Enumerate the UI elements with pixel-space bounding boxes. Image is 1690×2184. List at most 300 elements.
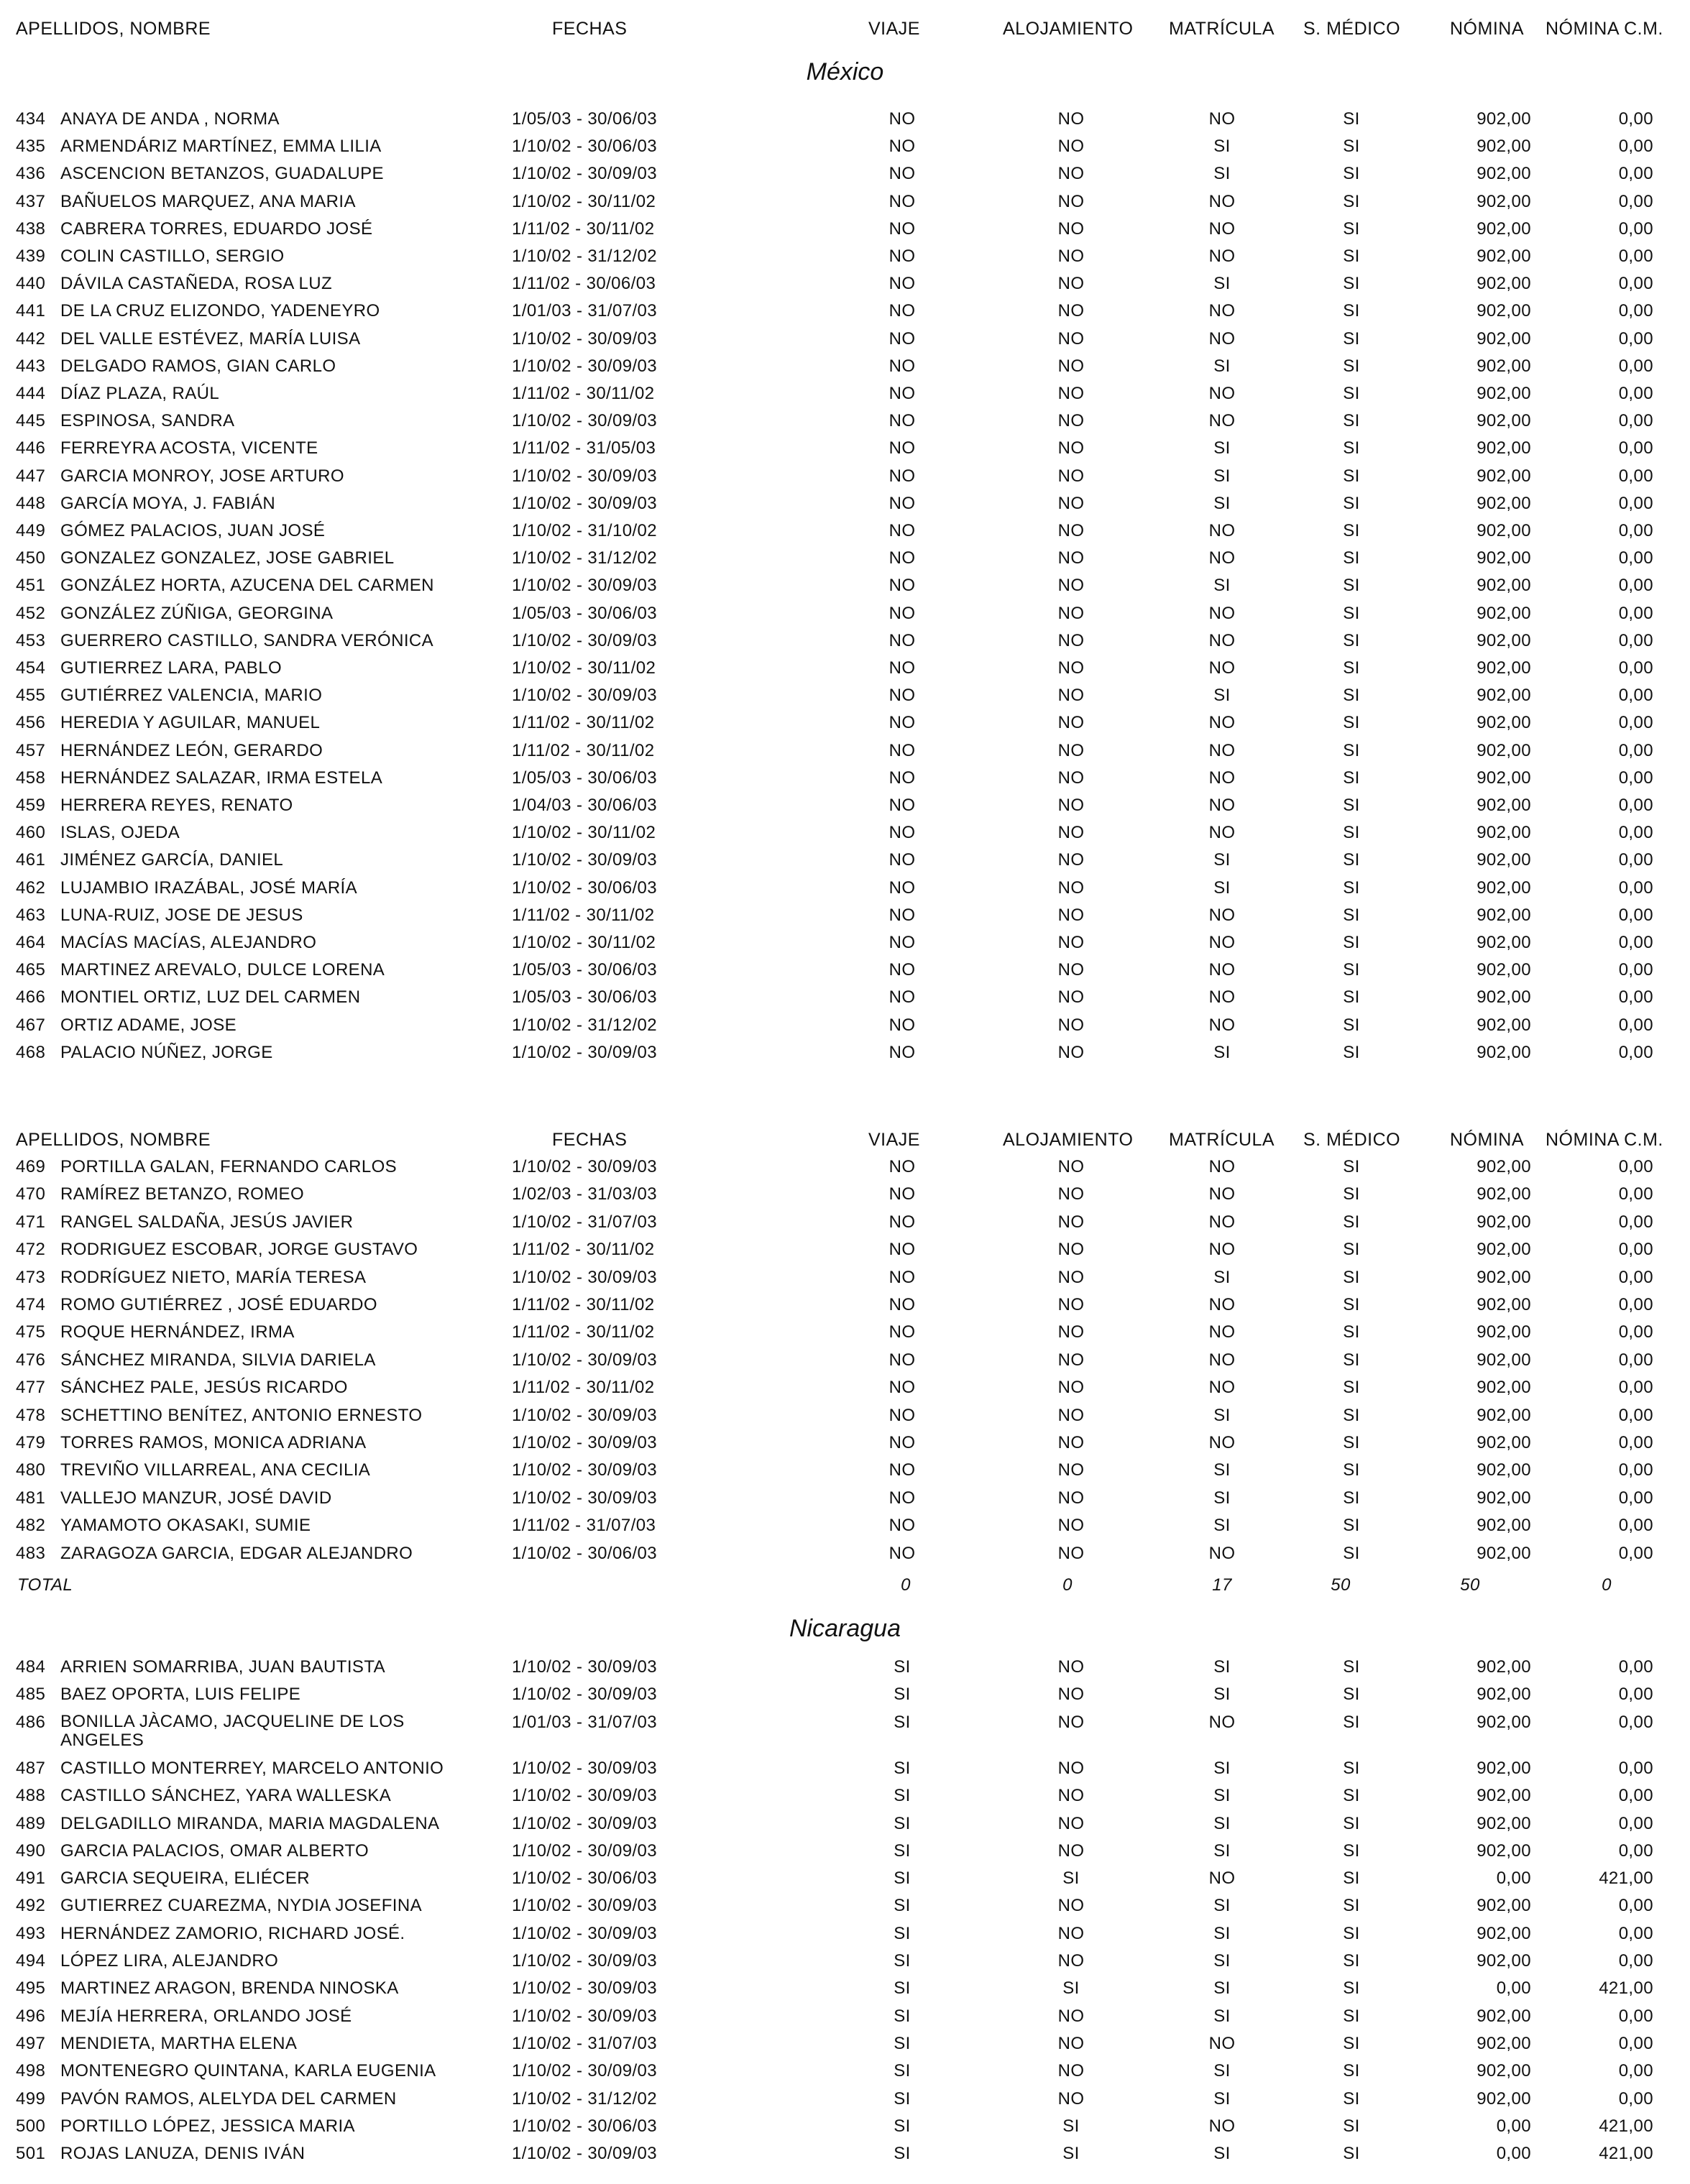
row-smedico: SI <box>1343 905 1360 925</box>
table-row <box>0 1544 1690 1571</box>
row-number: 468 <box>16 1042 46 1062</box>
row-dates: 1/11/02 - 30/11/02 <box>512 740 655 760</box>
row-smedico: SI <box>1343 2033 1360 2053</box>
row-nominacm: 0,00 <box>1618 905 1653 925</box>
row-number: 450 <box>16 548 46 568</box>
row-nominacm: 421,00 <box>1599 2144 1653 2164</box>
table-row <box>0 384 1690 411</box>
table-header-repeat <box>0 1130 1690 1158</box>
table-row <box>0 2034 1690 2061</box>
row-alojamiento: NO <box>1057 686 1085 706</box>
table-row <box>0 1015 1690 1043</box>
row-matricula: NO <box>1208 823 1236 843</box>
total-matricula: 17 <box>1212 1575 1232 1595</box>
row-alojamiento: NO <box>1057 548 1085 568</box>
row-dates: 1/11/02 - 30/11/02 <box>512 713 655 733</box>
row-smedico: SI <box>1343 164 1360 184</box>
row-alojamiento: NO <box>1057 987 1085 1008</box>
row-matricula: NO <box>1208 328 1236 349</box>
table-row <box>0 1841 1690 1869</box>
row-dates: 1/10/02 - 30/09/03 <box>512 1978 658 1999</box>
row-alojamiento: NO <box>1057 1015 1085 1035</box>
table-row <box>0 164 1690 191</box>
row-nomina: 902,00 <box>1477 1758 1531 1778</box>
row-dates: 1/11/02 - 31/05/03 <box>512 438 656 459</box>
row-number: 458 <box>16 768 46 788</box>
row-smedico: SI <box>1343 1433 1360 1452</box>
table-row <box>0 2061 1690 2088</box>
row-viaje: NO <box>888 191 916 211</box>
row-matricula: NO <box>1208 768 1236 788</box>
row-dates: 1/10/02 - 31/12/02 <box>512 548 658 568</box>
row-alojamiento: NO <box>1057 905 1085 925</box>
row-number: 444 <box>16 384 46 403</box>
row-viaje: NO <box>888 877 916 898</box>
row-number: 499 <box>16 2088 46 2109</box>
row-alojamiento: NO <box>1057 1685 1085 1705</box>
row-nomina: 902,00 <box>1477 686 1531 706</box>
row-dates: 1/10/02 - 30/11/02 <box>512 823 656 843</box>
row-number: 493 <box>16 1923 46 1943</box>
table-row <box>0 658 1690 686</box>
row-alojamiento: NO <box>1057 1378 1085 1398</box>
row-viaje: NO <box>888 630 916 650</box>
row-viaje: NO <box>888 493 916 513</box>
row-nominacm: 0,00 <box>1618 1405 1653 1425</box>
row-viaje: SI <box>894 1758 911 1778</box>
table-header <box>0 19 1690 47</box>
row-nomina: 902,00 <box>1477 384 1531 403</box>
row-smedico: SI <box>1343 933 1360 952</box>
row-viaje: NO <box>888 1543 916 1563</box>
row-alojamiento: NO <box>1057 576 1085 596</box>
row-number: 488 <box>16 1786 46 1806</box>
row-nomina: 902,00 <box>1477 548 1531 568</box>
table-row <box>0 1869 1690 1896</box>
row-matricula: NO <box>1208 1322 1236 1342</box>
row-viaje: NO <box>888 1240 916 1260</box>
row-nomina: 902,00 <box>1477 1685 1531 1705</box>
row-viaje: NO <box>888 1157 916 1176</box>
row-nomina: 902,00 <box>1477 411 1531 431</box>
row-viaje: SI <box>894 1923 911 1943</box>
row-name: GARCIA PALACIOS, OMAR ALBERTO <box>60 1840 369 1861</box>
row-matricula: NO <box>1208 1184 1236 1204</box>
table-row <box>0 823 1690 850</box>
row-name: MARTINEZ AREVALO, DULCE LORENA <box>60 960 385 980</box>
row-dates: 1/10/02 - 30/09/03 <box>512 2061 658 2081</box>
row-nominacm: 0,00 <box>1618 823 1653 843</box>
row-viaje: NO <box>888 109 916 129</box>
row-nominacm: 0,00 <box>1618 1657 1653 1677</box>
row-number: 438 <box>16 218 46 239</box>
row-smedico: SI <box>1343 1042 1360 1062</box>
header-name: APELLIDOS, NOMBRE <box>16 19 211 39</box>
row-name: ZARAGOZA GARCIA, EDGAR ALEJANDRO <box>60 1543 413 1563</box>
row-number: 448 <box>16 493 46 513</box>
table-row <box>0 1043 1690 1070</box>
row-viaje: NO <box>888 850 916 870</box>
row-nomina: 902,00 <box>1477 905 1531 925</box>
row-smedico: SI <box>1343 1405 1360 1425</box>
row-name: PAVÓN RAMOS, ALELYDA DEL CARMEN <box>60 2088 397 2109</box>
row-smedico: SI <box>1343 246 1360 266</box>
row-nominacm: 0,00 <box>1618 658 1653 678</box>
row-nominacm: 0,00 <box>1618 191 1653 211</box>
row-number: 465 <box>16 960 46 980</box>
row-number: 478 <box>16 1405 46 1425</box>
row-nomina: 0,00 <box>1496 1978 1531 1999</box>
row-nomina: 902,00 <box>1477 877 1531 898</box>
row-dates: 1/10/02 - 30/09/03 <box>512 630 658 650</box>
row-number: 474 <box>16 1295 46 1314</box>
row-nominacm: 0,00 <box>1618 1758 1653 1778</box>
row-nomina: 0,00 <box>1496 2144 1531 2164</box>
row-dates: 1/10/02 - 30/06/03 <box>512 877 658 898</box>
row-smedico: SI <box>1343 658 1360 678</box>
row-nominacm: 0,00 <box>1618 2033 1653 2053</box>
row-viaje: NO <box>888 933 916 952</box>
table-row <box>0 1978 1690 2006</box>
row-name: BAEZ OPORTA, LUIS FELIPE <box>60 1685 301 1705</box>
row-alojamiento: NO <box>1057 137 1085 157</box>
row-dates: 1/10/02 - 30/09/03 <box>512 1896 658 1916</box>
row-smedico: SI <box>1343 328 1360 349</box>
row-alojamiento: NO <box>1057 1157 1085 1176</box>
row-viaje: NO <box>888 1460 916 1480</box>
row-dates: 1/10/02 - 30/09/03 <box>512 1657 658 1677</box>
row-alojamiento: NO <box>1057 328 1085 349</box>
header-dates: FECHAS <box>552 19 628 39</box>
row-alojamiento: NO <box>1057 356 1085 376</box>
row-number: 441 <box>16 301 46 321</box>
row-viaje: NO <box>888 137 916 157</box>
row-nominacm: 0,00 <box>1618 466 1653 486</box>
row-dates: 1/10/02 - 30/09/03 <box>512 1813 658 1833</box>
row-alojamiento: NO <box>1057 1923 1085 1943</box>
row-viaje: NO <box>888 1433 916 1452</box>
row-dates: 1/10/02 - 30/09/03 <box>512 1350 658 1370</box>
row-number: 482 <box>16 1516 46 1536</box>
section-title-nicaragua: Nicaragua <box>789 1615 901 1642</box>
table-row <box>0 1924 1690 1951</box>
row-nomina: 902,00 <box>1477 740 1531 760</box>
row-alojamiento: NO <box>1057 1516 1085 1536</box>
table-row <box>0 466 1690 494</box>
row-alojamiento: NO <box>1057 1840 1085 1861</box>
row-matricula: NO <box>1208 933 1236 952</box>
row-alojamiento: NO <box>1057 438 1085 459</box>
total-alojamiento: 0 <box>1062 1575 1073 1595</box>
row-name: ROMO GUTIÉRREZ , JOSÉ EDUARDO <box>60 1295 377 1314</box>
header-alojamiento: ALOJAMIENTO <box>1003 1130 1134 1150</box>
row-matricula: SI <box>1213 274 1231 294</box>
table-row <box>0 356 1690 384</box>
row-name: FERREYRA ACOSTA, VICENTE <box>60 438 318 459</box>
row-nominacm: 0,00 <box>1618 2088 1653 2109</box>
row-matricula: NO <box>1208 246 1236 266</box>
row-name: DE LA CRUZ ELIZONDO, YADENEYRO <box>60 301 380 321</box>
row-alojamiento: NO <box>1057 1758 1085 1778</box>
row-viaje: NO <box>888 905 916 925</box>
row-alojamiento: NO <box>1057 2061 1085 2081</box>
row-matricula: NO <box>1208 630 1236 650</box>
table-row <box>0 987 1690 1015</box>
row-matricula: NO <box>1208 384 1236 403</box>
row-dates: 1/11/02 - 30/11/02 <box>512 1240 655 1260</box>
row-matricula: SI <box>1213 1267 1231 1287</box>
table-row <box>0 1685 1690 1712</box>
row-alojamiento: NO <box>1057 218 1085 239</box>
row-smedico: SI <box>1343 877 1360 898</box>
row-alojamiento: NO <box>1057 850 1085 870</box>
row-number: 483 <box>16 1543 46 1563</box>
row-viaje: NO <box>888 411 916 431</box>
row-name: MONTENEGRO QUINTANA, KARLA EUGENIA <box>60 2061 436 2081</box>
row-name: ARMENDÁRIZ MARTÍNEZ, EMMA LILIA <box>60 137 382 157</box>
row-number: 449 <box>16 521 46 540</box>
row-number: 451 <box>16 576 46 596</box>
row-viaje: SI <box>894 1685 911 1705</box>
row-alojamiento: NO <box>1057 877 1085 898</box>
row-smedico: SI <box>1343 1516 1360 1536</box>
row-number: 475 <box>16 1322 46 1342</box>
row-nominacm: 0,00 <box>1618 1516 1653 1536</box>
table-row <box>0 741 1690 768</box>
row-nomina: 902,00 <box>1477 1896 1531 1916</box>
row-dates: 1/11/02 - 30/11/02 <box>512 1378 655 1398</box>
table-row <box>0 604 1690 631</box>
row-alojamiento: SI <box>1062 1869 1080 1889</box>
row-number: 470 <box>16 1184 46 1204</box>
row-dates: 1/10/02 - 30/09/03 <box>512 466 658 486</box>
row-alojamiento: NO <box>1057 1405 1085 1425</box>
row-name: MENDIETA, MARTHA ELENA <box>60 2033 298 2053</box>
row-smedico: SI <box>1343 1015 1360 1035</box>
row-dates: 1/10/02 - 30/09/03 <box>512 850 658 870</box>
row-viaje: NO <box>888 218 916 239</box>
row-matricula: SI <box>1213 1405 1231 1425</box>
header-alojamiento: ALOJAMIENTO <box>1003 19 1134 39</box>
row-nomina: 902,00 <box>1477 1657 1531 1677</box>
row-dates: 1/05/03 - 30/06/03 <box>512 109 658 129</box>
row-alojamiento: NO <box>1057 1042 1085 1062</box>
table-row <box>0 1657 1690 1685</box>
row-viaje: NO <box>888 548 916 568</box>
row-dates: 1/10/02 - 30/09/03 <box>512 164 658 184</box>
row-smedico: SI <box>1343 218 1360 239</box>
row-nominacm: 0,00 <box>1618 1840 1653 1861</box>
row-viaje: SI <box>894 2116 911 2136</box>
table-row <box>0 1350 1690 1378</box>
row-name: GUTIÉRREZ VALENCIA, MARIO <box>60 686 323 706</box>
table-row <box>0 1951 1690 1978</box>
row-name: ASCENCION BETANZOS, GUADALUPE <box>60 164 384 184</box>
row-alojamiento: NO <box>1057 713 1085 733</box>
row-matricula: NO <box>1208 713 1236 733</box>
row-name: SÁNCHEZ MIRANDA, SILVIA DARIELA <box>60 1350 376 1370</box>
row-dates: 1/10/02 - 30/06/03 <box>512 2116 658 2136</box>
table-row <box>0 1157 1690 1184</box>
row-name: GUTIERREZ LARA, PABLO <box>60 658 283 678</box>
row-number: 471 <box>16 1212 46 1232</box>
row-number: 461 <box>16 850 46 870</box>
total-smedico: 50 <box>1331 1575 1351 1595</box>
row-number: 498 <box>16 2061 46 2081</box>
row-number: 484 <box>16 1657 46 1677</box>
row-viaje: NO <box>888 603 916 623</box>
table-row <box>0 1406 1690 1433</box>
row-nomina: 902,00 <box>1477 301 1531 321</box>
row-name: HEREDIA Y AGUILAR, MANUEL <box>60 713 321 733</box>
row-nomina: 902,00 <box>1477 630 1531 650</box>
row-viaje: NO <box>888 1350 916 1370</box>
row-smedico: SI <box>1343 1951 1360 1971</box>
row-matricula: NO <box>1208 218 1236 239</box>
row-matricula: SI <box>1213 877 1231 898</box>
row-nominacm: 421,00 <box>1599 2116 1653 2136</box>
row-nominacm: 0,00 <box>1618 164 1653 184</box>
table-row <box>0 960 1690 987</box>
row-matricula: NO <box>1208 411 1236 431</box>
row-nomina: 902,00 <box>1477 1267 1531 1287</box>
row-viaje: SI <box>894 1786 911 1806</box>
table-row <box>0 274 1690 301</box>
row-alojamiento: NO <box>1057 1433 1085 1452</box>
row-dates: 1/01/03 - 31/07/03 <box>512 301 658 321</box>
header-name: APELLIDOS, NOMBRE <box>16 1130 211 1150</box>
row-dates: 1/11/02 - 30/11/02 <box>512 218 655 239</box>
row-smedico: SI <box>1343 850 1360 870</box>
row-alojamiento: NO <box>1057 1951 1085 1971</box>
row-smedico: SI <box>1343 1657 1360 1677</box>
row-viaje: SI <box>894 2144 911 2164</box>
row-name: HERNÁNDEZ ZAMORIO, RICHARD JOSÉ. <box>60 1923 405 1943</box>
row-nomina: 902,00 <box>1477 164 1531 184</box>
row-matricula: NO <box>1208 1433 1236 1452</box>
row-number: 481 <box>16 1488 46 1508</box>
row-viaje: NO <box>888 301 916 321</box>
row-number: 486 <box>16 1712 46 1732</box>
row-name: GUERRERO CASTILLO, SANDRA VERÓNICA <box>60 630 434 650</box>
row-nomina: 902,00 <box>1477 191 1531 211</box>
row-matricula: SI <box>1213 1042 1231 1062</box>
row-nominacm: 0,00 <box>1618 987 1653 1008</box>
row-alojamiento: NO <box>1057 1896 1085 1916</box>
row-matricula: NO <box>1208 658 1236 678</box>
total-row <box>0 1575 1690 1603</box>
row-number: 463 <box>16 905 46 925</box>
row-nominacm: 0,00 <box>1618 576 1653 596</box>
table-row <box>0 906 1690 933</box>
row-number: 440 <box>16 274 46 294</box>
row-nomina: 902,00 <box>1477 1295 1531 1314</box>
row-name: GONZÁLEZ ZÚÑIGA, GEORGINA <box>60 603 334 623</box>
row-smedico: SI <box>1343 630 1360 650</box>
row-name: ANAYA DE ANDA , NORMA <box>60 109 280 129</box>
row-name: CABRERA TORRES, EDUARDO JOSÉ <box>60 218 373 239</box>
row-dates: 1/11/02 - 30/11/02 <box>512 1322 655 1342</box>
row-name: LUJAMBIO IRAZÁBAL, JOSÉ MARÍA <box>60 877 358 898</box>
row-name: MEJÍA HERRERA, ORLANDO JOSÉ <box>60 2006 352 2026</box>
header-smedico: S. MÉDICO <box>1303 1130 1401 1150</box>
row-nominacm: 0,00 <box>1618 218 1653 239</box>
row-nominacm: 0,00 <box>1618 933 1653 952</box>
row-smedico: SI <box>1343 796 1360 815</box>
row-nomina: 902,00 <box>1477 1840 1531 1861</box>
row-alojamiento: NO <box>1057 493 1085 513</box>
row-name: TREVIÑO VILLARREAL, ANA CECILIA <box>60 1460 371 1480</box>
header-nomina: NÓMINA <box>1450 1130 1524 1150</box>
row-name: DELGADILLO MIRANDA, MARIA MAGDALENA <box>60 1813 440 1833</box>
row-name: GONZALEZ GONZALEZ, JOSE GABRIEL <box>60 548 395 568</box>
row-number: 436 <box>16 164 46 184</box>
row-nominacm: 0,00 <box>1618 411 1653 431</box>
row-nominacm: 0,00 <box>1618 1488 1653 1508</box>
table-row <box>0 1295 1690 1322</box>
row-smedico: SI <box>1343 356 1360 376</box>
row-viaje: NO <box>888 466 916 486</box>
row-nominacm: 0,00 <box>1618 630 1653 650</box>
table-row <box>0 796 1690 823</box>
row-name: MARTINEZ ARAGON, BRENDA NINOSKA <box>60 1978 399 1999</box>
row-alojamiento: NO <box>1057 1184 1085 1204</box>
row-dates: 1/10/02 - 30/09/03 <box>512 1157 658 1176</box>
table-row <box>0 1240 1690 1267</box>
row-name: MONTIEL ORTIZ, LUZ DEL CARMEN <box>60 987 361 1008</box>
row-alojamiento: NO <box>1057 1786 1085 1806</box>
row-smedico: SI <box>1343 576 1360 596</box>
row-name: PORTILLO LÓPEZ, JESSICA MARIA <box>60 2116 355 2136</box>
table-row <box>0 219 1690 246</box>
header-matricula: MATRÍCULA <box>1169 19 1275 39</box>
row-nomina: 0,00 <box>1496 2116 1531 2136</box>
table-row <box>0 411 1690 438</box>
row-smedico: SI <box>1343 1923 1360 1943</box>
row-matricula: NO <box>1208 603 1236 623</box>
row-number: 467 <box>16 1015 46 1035</box>
row-number: 494 <box>16 1951 46 1971</box>
row-number: 489 <box>16 1813 46 1833</box>
row-nomina: 0,00 <box>1496 1869 1531 1889</box>
row-matricula: NO <box>1208 109 1236 129</box>
row-name: ORTIZ ADAME, JOSE <box>60 1015 237 1035</box>
table-row <box>0 2089 1690 2116</box>
row-alojamiento: NO <box>1057 164 1085 184</box>
row-smedico: SI <box>1343 466 1360 486</box>
table-row <box>0 686 1690 713</box>
row-nominacm: 0,00 <box>1618 1350 1653 1370</box>
row-nominacm: 0,00 <box>1618 850 1653 870</box>
row-number: 452 <box>16 603 46 623</box>
row-smedico: SI <box>1343 1322 1360 1342</box>
row-nomina: 902,00 <box>1477 1712 1531 1732</box>
row-name: ESPINOSA, SANDRA <box>60 411 235 431</box>
row-matricula: SI <box>1213 466 1231 486</box>
row-matricula: NO <box>1208 796 1236 815</box>
table-row <box>0 2116 1690 2144</box>
row-smedico: SI <box>1343 960 1360 980</box>
row-nominacm: 0,00 <box>1618 1295 1653 1314</box>
row-nomina: 902,00 <box>1477 1212 1531 1232</box>
row-nomina: 902,00 <box>1477 796 1531 815</box>
header-nomina: NÓMINA <box>1450 19 1524 39</box>
row-name: RANGEL SALDAÑA, JESÚS JAVIER <box>60 1212 354 1232</box>
row-smedico: SI <box>1343 1350 1360 1370</box>
row-nominacm: 0,00 <box>1618 246 1653 266</box>
row-smedico: SI <box>1343 1378 1360 1398</box>
row-matricula: SI <box>1213 850 1231 870</box>
